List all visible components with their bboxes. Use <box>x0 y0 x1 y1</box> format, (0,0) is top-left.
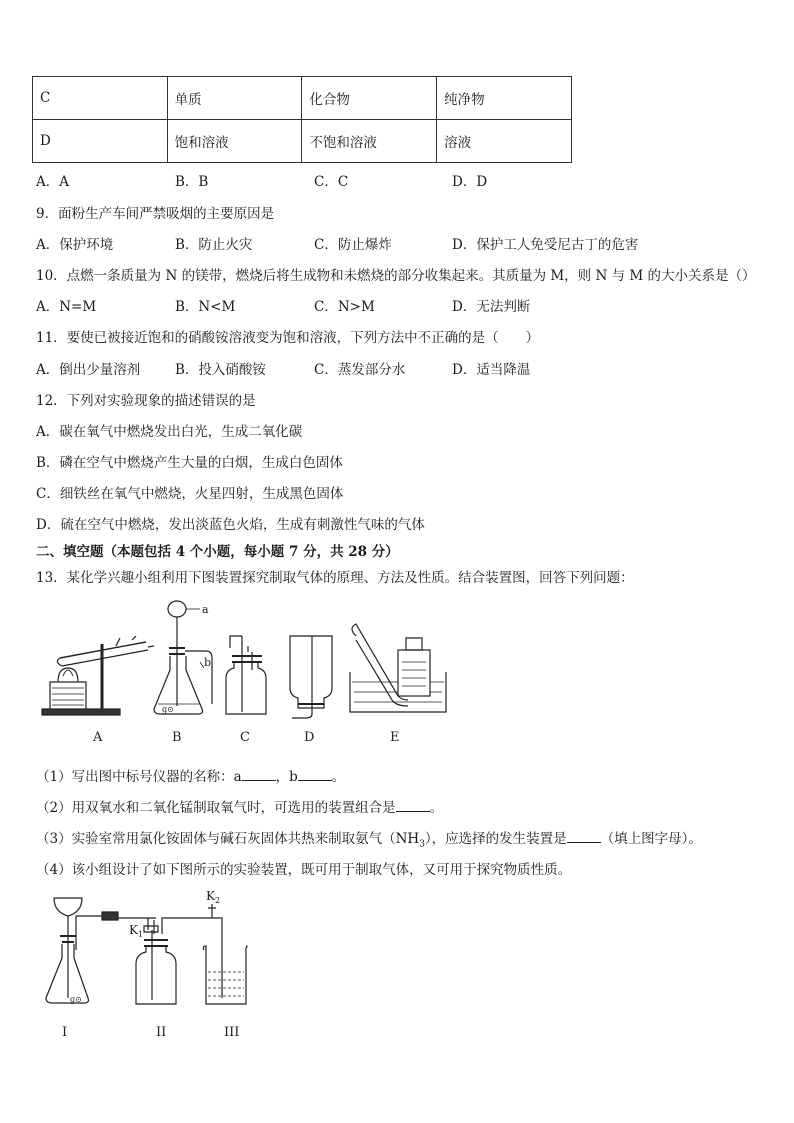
section-heading: 二、填空题（本题包括 4 个小题，每小题 7 分，共 28 分） <box>36 544 399 560</box>
subscript: 1 <box>138 930 144 939</box>
q13-part2-text: （2）用双氧水和二氧化锰制取氧气时，可选用的装置组合是 <box>36 800 396 816</box>
table-cell: 溶液 <box>437 120 572 163</box>
apparatus-i <box>46 898 156 1004</box>
choice-c: C．N>M <box>314 299 375 315</box>
apparatus-a <box>42 636 154 715</box>
choice-b: B．B <box>175 174 209 190</box>
q10-choices <box>36 295 636 313</box>
choice-a: A．A <box>36 174 69 190</box>
subscript: 2 <box>215 896 221 905</box>
choice-d: D．D <box>452 174 488 190</box>
answer-blank[interactable] <box>567 830 601 843</box>
choice-c: C．蒸发部分水 <box>314 362 406 378</box>
apparatus-ii <box>129 918 222 1004</box>
table-cell: 不饱和溶液 <box>302 120 437 163</box>
table-cell: 单质 <box>167 77 302 120</box>
q13-stem: 13．某化学兴趣小组利用下图装置探究制取气体的原理、方法及性质。结合装置图，回答下列问题： <box>36 570 634 586</box>
q13-part2-text: 。 <box>429 800 444 816</box>
svg-text:ɡ⊙: ɡ⊙ <box>70 995 82 1004</box>
q10-stem: 10．点燃一条质量为 N 的镁带，燃烧后将生成物和未燃烧的部分收集起来。其质量为 M，则 N 与 M 的大小关系是（） <box>36 268 756 284</box>
apparatus-iii <box>203 946 247 1004</box>
apparatus-figure-1 <box>36 596 476 746</box>
q13-part3-text: （填上图字母）。 <box>600 831 702 847</box>
table-cell: 饱和溶液 <box>167 120 302 163</box>
apparatus-c <box>226 636 266 714</box>
figure-label-a: A <box>93 730 103 745</box>
choice-c: C．C <box>314 174 349 190</box>
table-cell: 纯净物 <box>437 77 572 120</box>
subscript: 3 <box>419 839 425 850</box>
choice-a: A．保护环境 <box>36 237 114 253</box>
q12-option-d: D．硫在空气中燃烧，发出淡蓝色火焰，生成有刺激性气味的气体 <box>36 517 425 533</box>
q12-stem: 12．下列对实验现象的描述错误的是 <box>36 393 256 409</box>
figure-label-d: D <box>304 730 315 745</box>
choice-b: B．N<M <box>175 299 236 315</box>
figure-label-i: I <box>62 1025 68 1040</box>
q13-part1 <box>36 765 345 785</box>
table-cell: C <box>33 77 168 120</box>
figure-label-ii: II <box>156 1025 167 1040</box>
valve-k1-label: K <box>129 923 138 937</box>
marker-b: b <box>204 656 212 669</box>
q13-part3-text: ），应选择的发生装置是 <box>424 831 567 847</box>
valve-k2 <box>206 889 220 918</box>
q11-stem: 11．要使已被接近饱和的硝酸铵溶液变为饱和溶液，下列方法中不正确的是（ ） <box>36 330 540 346</box>
q8-choices <box>36 170 636 188</box>
table-cell: 化合物 <box>302 77 437 120</box>
figure-label-e: E <box>390 730 400 745</box>
answer-blank[interactable] <box>298 768 332 781</box>
q13-part3 <box>36 827 702 850</box>
table-row <box>33 77 572 120</box>
choice-a: A．N=M <box>36 299 97 315</box>
q13-part1-text: （1）写出图中标号仪器的名称：a <box>36 769 242 785</box>
apparatus-figure-2 <box>36 886 266 1046</box>
q13-part1-text: ，b <box>275 769 298 785</box>
figure-label-c: C <box>240 730 250 745</box>
apparatus-e <box>350 624 446 712</box>
choice-d: D．无法判断 <box>452 299 531 315</box>
options-table <box>32 76 572 163</box>
choice-d: D．适当降温 <box>452 362 531 378</box>
choice-d: D．保护工人免受尼古丁的危害 <box>452 237 639 253</box>
figure-label-b: B <box>172 730 182 745</box>
apparatus-b <box>154 601 212 714</box>
q13-part1-text: 。 <box>331 769 346 785</box>
choice-c: C．防止爆炸 <box>314 237 392 253</box>
q13-part4: （4）该小组设计了如下图所示的实验装置，既可用于制取气体，又可用于探究物质性质。 <box>36 862 572 878</box>
valve-k2-label: K <box>206 889 215 903</box>
answer-blank[interactable] <box>242 768 276 781</box>
q9-choices <box>36 233 639 253</box>
choice-b: B．防止火灾 <box>175 237 253 253</box>
figure-label-iii: III <box>224 1025 240 1040</box>
marker-a: a <box>202 603 209 616</box>
q12-option-b: B．磷在空气中燃烧产生大量的白烟，生成白色固体 <box>36 455 343 471</box>
q12-option-a: A．碳在氧气中燃烧发出白光，生成二氧化碳 <box>36 424 303 440</box>
q13-part2 <box>36 796 443 816</box>
apparatus-d <box>290 636 332 718</box>
q9-stem: 9．面粉生产车间严禁吸烟的主要原因是 <box>36 206 275 222</box>
choice-a: A．倒出少量溶剂 <box>36 362 141 378</box>
svg-text:ɡ⊙: ɡ⊙ <box>162 705 174 714</box>
table-row <box>33 120 572 163</box>
choice-b: B．投入硝酸铵 <box>175 362 266 378</box>
q12-option-c: C．细铁丝在氧气中燃烧，火星四射，生成黑色固体 <box>36 486 344 502</box>
q11-choices <box>36 358 636 376</box>
table-cell: D <box>33 120 168 163</box>
q13-part3-text: （3）实验室常用氯化铵固体与碱石灰固体共热来制取氨气（NH <box>36 831 420 847</box>
answer-blank[interactable] <box>396 799 430 812</box>
